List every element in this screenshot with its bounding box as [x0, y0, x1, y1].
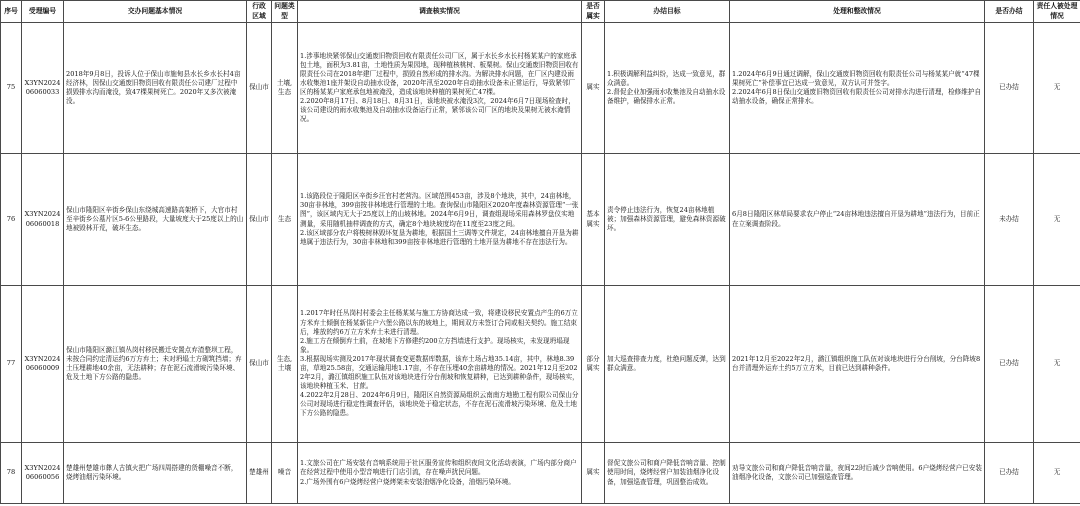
cell-person: 无 — [1034, 443, 1080, 504]
investigation-text: 1.2017年时任丛岗村村委会主任杨某某与施工方协商达成一致，将建设移民安置点产生的6万立方米弃土倾倒在杨某新住户六堡公路以东的坡地上，期间双方未签订合同或相关契约。施工结束后，堆放的约6万立方米弃土未进行清理。 2.施工方在倾倒弃土前，在坡地下方修建约200立方挡墙进行支护。现场核实，未发现坍塌现象。 3.根据现场实测及2017年现状调查变更数据库数据，该弃土场占地35.14亩，其中，林地8.39亩，草地25.58亩，交通运输用地1.17亩，不存在压埋40余亩耕地的情况。2021年12月至2022年2月，潞江镇组织施工队伍对该地块进行分台削坡和恢复耕种，已达到耕种条件，现场核实，该地块种植玉米、甘蔗。 4.2022年2月28日、2024年6月9日，隆阳区自然资源局组织云南南方地勘工程有限公司保山分公司对现场进行稳定性调查评估，该地块处于稳定状态，不存在泥石流滑坡污染环境、危及土地下方公路的隐患。 — [300, 309, 579, 418]
cell-code: X3YN2024 06060018 — [22, 154, 64, 286]
cell-investigation — [298, 443, 582, 504]
cell-person: 无 — [1034, 154, 1080, 286]
header-person: 责任人被处理情况 — [1034, 1, 1080, 23]
cell-region: 保山市 — [247, 286, 272, 443]
table-row — [1, 443, 1080, 504]
cell-verified: 属实 — [582, 23, 605, 154]
cell-no: 76 — [1, 154, 22, 286]
goal-text: 责令停止违法行为，恢复24亩林地植被；加强森林资源管理，避免森林资源破坏。 — [607, 205, 726, 233]
cell-person: 无 — [1034, 286, 1080, 443]
cell-code: X3YN2024 06060056 — [22, 443, 64, 504]
header-goal: 办结目标 — [605, 1, 730, 23]
header-row — [1, 1, 1080, 23]
header-code: 受理编号 — [22, 1, 64, 23]
cell-problem: 保山市隆阳区辛街乡保山东绕城高速路高架桥下，大官市村至辛街乡公墓片区5-6公里路段，大量坡度大于25度以上的山地被毁林开荒，破坏生态。 — [64, 154, 247, 286]
header-verified: 是否属实 — [582, 1, 605, 23]
cell-type: 生态,土壤 — [272, 286, 298, 443]
cell-done: 已办结 — [985, 286, 1034, 443]
cell-goal — [605, 154, 730, 286]
cell-problem: 楚雄州楚雄市彝人古镇火把广场四周搭建的货棚噪音不断，烧烤油烟污染环境。 — [64, 443, 247, 504]
cell-done: 未办结 — [985, 154, 1034, 286]
cell-goal — [605, 443, 730, 504]
handling-text: 1.2024年6月9日通过调解，保山交通废旧物资回收有限责任公司与杨某某户就“47棵果树死亡”补偿事宜已达成一致意见，双方认可并签字。 2.2024年6月8日保山交通废旧物资回收有限责任公司对排水沟进行清理，检修维护自动抽水设备，确保正常排水。 — [732, 69, 982, 106]
table-row — [1, 286, 1080, 443]
goal-text: 加大巡查排查力度，杜绝问题反弹，达到群众满意。 — [607, 354, 726, 372]
cell-code: X3YN2024 06060009 — [22, 286, 64, 443]
handling-text: 6月8日隆阳区林草局要求农户停止“24亩林地违法擅自开垦为耕地”违法行为，目前正在立案调查阶段。 — [732, 210, 980, 228]
header-problem: 交办问题基本情况 — [64, 1, 247, 23]
cell-code: X3YN2024 06060033 — [22, 23, 64, 154]
header-investigation: 调查核实情况 — [298, 1, 582, 23]
cell-investigation — [298, 286, 582, 443]
cell-verified: 属实 — [582, 443, 605, 504]
header-type: 问题类型 — [272, 1, 298, 23]
cell-investigation — [298, 23, 582, 154]
handling-text: 2021年12月至2022年2月，潞江镇组织施工队伍对该地块进行分台削坡，分台降坡8台并清理外运弃土约5万立方米，目前已达到耕种条件。 — [732, 354, 981, 372]
goal-text: 1.积极调解利益纠纷，达成一致意见，群众满意。 2.督促企业加强雨水收集池及自动抽水设备维护，确保排水正常。 — [607, 69, 726, 106]
cell-verified: 部分属实 — [582, 286, 605, 443]
cell-type: 生态 — [272, 154, 298, 286]
cell-done: 已办结 — [985, 23, 1034, 154]
goal-text: 督促文旅公司和商户降低音响音量、控制使用时间，烧烤经营户加装油烟净化设备，加强巡查管理，巩固整治成效。 — [607, 459, 726, 486]
cell-region: 保山市 — [247, 154, 272, 286]
cell-handling — [730, 23, 985, 154]
cell-handling — [730, 286, 985, 443]
table-row — [1, 154, 1080, 286]
cell-region: 保山市 — [247, 23, 272, 154]
cell-no: 77 — [1, 286, 22, 443]
handling-text: 劝导文旅公司和商户降低音响音量，夜间22时后减少音响使用。6户烧烤经营户已安装油烟净化设备，文旅公司已加强巡查管理。 — [732, 463, 982, 481]
header-handling: 处理和整改情况 — [730, 1, 985, 23]
cell-type: 土壤,生态 — [272, 23, 298, 154]
cell-goal — [605, 23, 730, 154]
cell-no: 75 — [1, 23, 22, 154]
header-done: 是否办结 — [985, 1, 1034, 23]
cell-handling — [730, 443, 985, 504]
cell-handling — [730, 154, 985, 286]
header-region: 行政区域 — [247, 1, 272, 23]
cell-type: 噪音 — [272, 443, 298, 504]
cell-goal — [605, 286, 730, 443]
cell-problem: 保山市隆阳区潞江镇丛岗村移民搬迁安置点弃渣整坝工程，未按合同约定清运约6万方弃土；未对坍塌土方砌筑挡墙；弃土压埋耕地40余亩，无法耕种；存在泥石流滑坡污染环境、危及土地下方公路的隐患。 — [64, 286, 247, 443]
cell-person: 无 — [1034, 23, 1080, 154]
cell-investigation — [298, 154, 582, 286]
investigation-text: 1.涉事地块紧邻保山交通废旧物资回收有限责任公司厂区，属于水长乡水长村杨某某户的家庭承包土地，面积为3.81亩，土地性质为果园地，现种植核桃树、板栗树。保山交通废旧物资回收有限责任公司在2018年建厂过程中，损毁自然形成的排水沟。为解决排水问题，在厂区内建设雨水收集池1座并架设自动抽水设备，2020年汛至2020年自动抽水设备未正常运行，导致紧邻厂区的杨某某户家庭承包地被淹没，造成该地块种植的果树死亡47棵。 2.2020年8月17日、8月18日、8月31日，该地块被水淹没3次，2024年6月7日现场检查时，该公司建设的雨水收集池及自动抽水设备运行正常，紧邻该公司厂区的地块及果树无被水淹情况。 — [300, 51, 579, 124]
table-row — [1, 23, 1080, 154]
cell-verified: 基本属实 — [582, 154, 605, 286]
cell-done: 已办结 — [985, 443, 1034, 504]
cell-no: 78 — [1, 443, 22, 504]
investigation-text: 1.该路段位于隆阳区辛街乡汪官村老营沟。区域范围453亩，涉及8个地块，其中，24亩林地，30亩非林地，399亩按非林地进行管理的土地。查询保山市隆阳区2020年度森林资源管理“一张图”，该区域内无大于25度以上的山坡林地。2024年6月9日，调查组现场采用森林罗盘仪实地测量，采用随机抽样调查的方式，确定8个地块坡度均在11度至23度之间。 2.该区域部分农户将梭树林毁坏复垦为耕地，根据国土三调等文件规定，24亩林地擅自开垦为耕地属于违法行为，30亩非林地和399亩按非林地进行管理的土地开垦为耕地不存在违法行为。 — [300, 192, 579, 246]
investigation-text: 1.文旅公司在广场安装有音响系统用于社区服务宣传和组织夜间文化活动表演，广场内部分商户在经营过程中使用小型音响进行门店引流，存在噪声扰民问题。 2.广场外围有6户烧烤经营户烧烤架未安装油烟净化设备，油烟污染环境。 — [300, 459, 577, 486]
header-no: 序号 — [1, 1, 22, 23]
cell-region: 楚雄州 — [247, 443, 272, 504]
cell-problem: 2018年9月8日，投诉人位于保山市施甸县水长乡水长村4亩经济林，因保山交通废旧物资回收有限责任公司建厂过程中损毁排水沟而淹没，致47棵果树死亡。2020年又多次被淹没。 — [64, 23, 247, 154]
